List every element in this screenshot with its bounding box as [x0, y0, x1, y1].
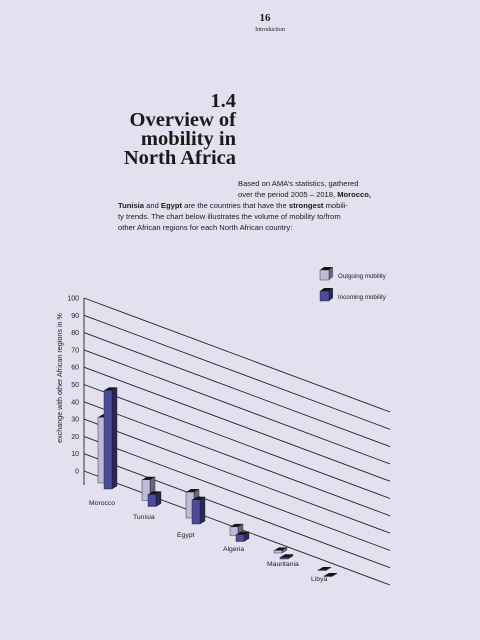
running-head: Introduction: [255, 27, 285, 33]
intro-bold: Egypt: [160, 201, 183, 210]
y-tick-label: 90: [71, 312, 79, 320]
intro-text: ty trends. The chart below illustrates the volume of mobility to/from: [118, 212, 341, 221]
legend-swatch: [320, 270, 329, 280]
bar: [236, 535, 244, 542]
intro-text: other African regions for each North African country:: [118, 223, 293, 232]
category-label: Egypt: [177, 532, 195, 539]
section-title-line: North Africa: [123, 147, 236, 169]
y-tick-label: 60: [71, 364, 79, 372]
y-tick-label: 80: [71, 330, 79, 338]
grid-line: [84, 402, 390, 516]
category-label: Tunisia: [133, 514, 155, 521]
bar: [280, 557, 288, 559]
legend-label: Outgoing mobility: [338, 273, 386, 280]
bar: [318, 570, 326, 571]
bar: [274, 550, 282, 553]
y-tick-label: 40: [71, 399, 79, 407]
legend-label: Incoming mobility: [338, 294, 386, 301]
intro-text: over the period 2005 – 2018,: [238, 190, 338, 199]
category-label: Morocco: [89, 500, 116, 507]
section-title-line: mobility in: [140, 128, 236, 150]
bar-side: [112, 387, 117, 489]
section-number: 1.4: [210, 90, 236, 112]
grid-line: [84, 333, 390, 447]
category-label: Libya: [311, 576, 328, 583]
grid-line: [84, 367, 390, 481]
bar: [104, 390, 112, 489]
bar-side: [200, 497, 205, 524]
grid-line: [84, 350, 390, 464]
y-axis-title: exchange with other African regions in %: [55, 313, 64, 443]
y-tick-label: 20: [71, 433, 79, 441]
grid-line: [84, 315, 390, 429]
page-number: 16: [259, 12, 271, 24]
grid-line: [84, 419, 390, 533]
y-tick-label: 50: [71, 382, 79, 389]
intro-bold: Morocco,: [337, 190, 371, 199]
category-label: Algeria: [223, 546, 245, 553]
intro-text: Based on AMA’s statistics, gathered: [238, 179, 359, 188]
section-title-line: Overview of: [129, 109, 236, 131]
y-tick-label: 70: [71, 347, 79, 355]
category-label: Mauritania: [267, 561, 299, 568]
intro-text: mobili-: [323, 201, 348, 210]
intro-text: and: [144, 201, 161, 210]
bar: [148, 494, 156, 506]
grid-line: [84, 385, 390, 499]
y-tick-label: 100: [67, 295, 79, 303]
legend-swatch: [320, 291, 329, 301]
intro-bold: Tunisia: [118, 201, 145, 210]
y-tick-label: 0: [75, 468, 79, 476]
intro-bold: strongest: [288, 201, 324, 210]
bar: [192, 500, 200, 524]
intro-text: are the countries that have the: [182, 201, 289, 210]
y-tick-label: 30: [71, 416, 79, 424]
grid-line: [84, 298, 390, 412]
y-tick-label: 10: [71, 451, 79, 459]
